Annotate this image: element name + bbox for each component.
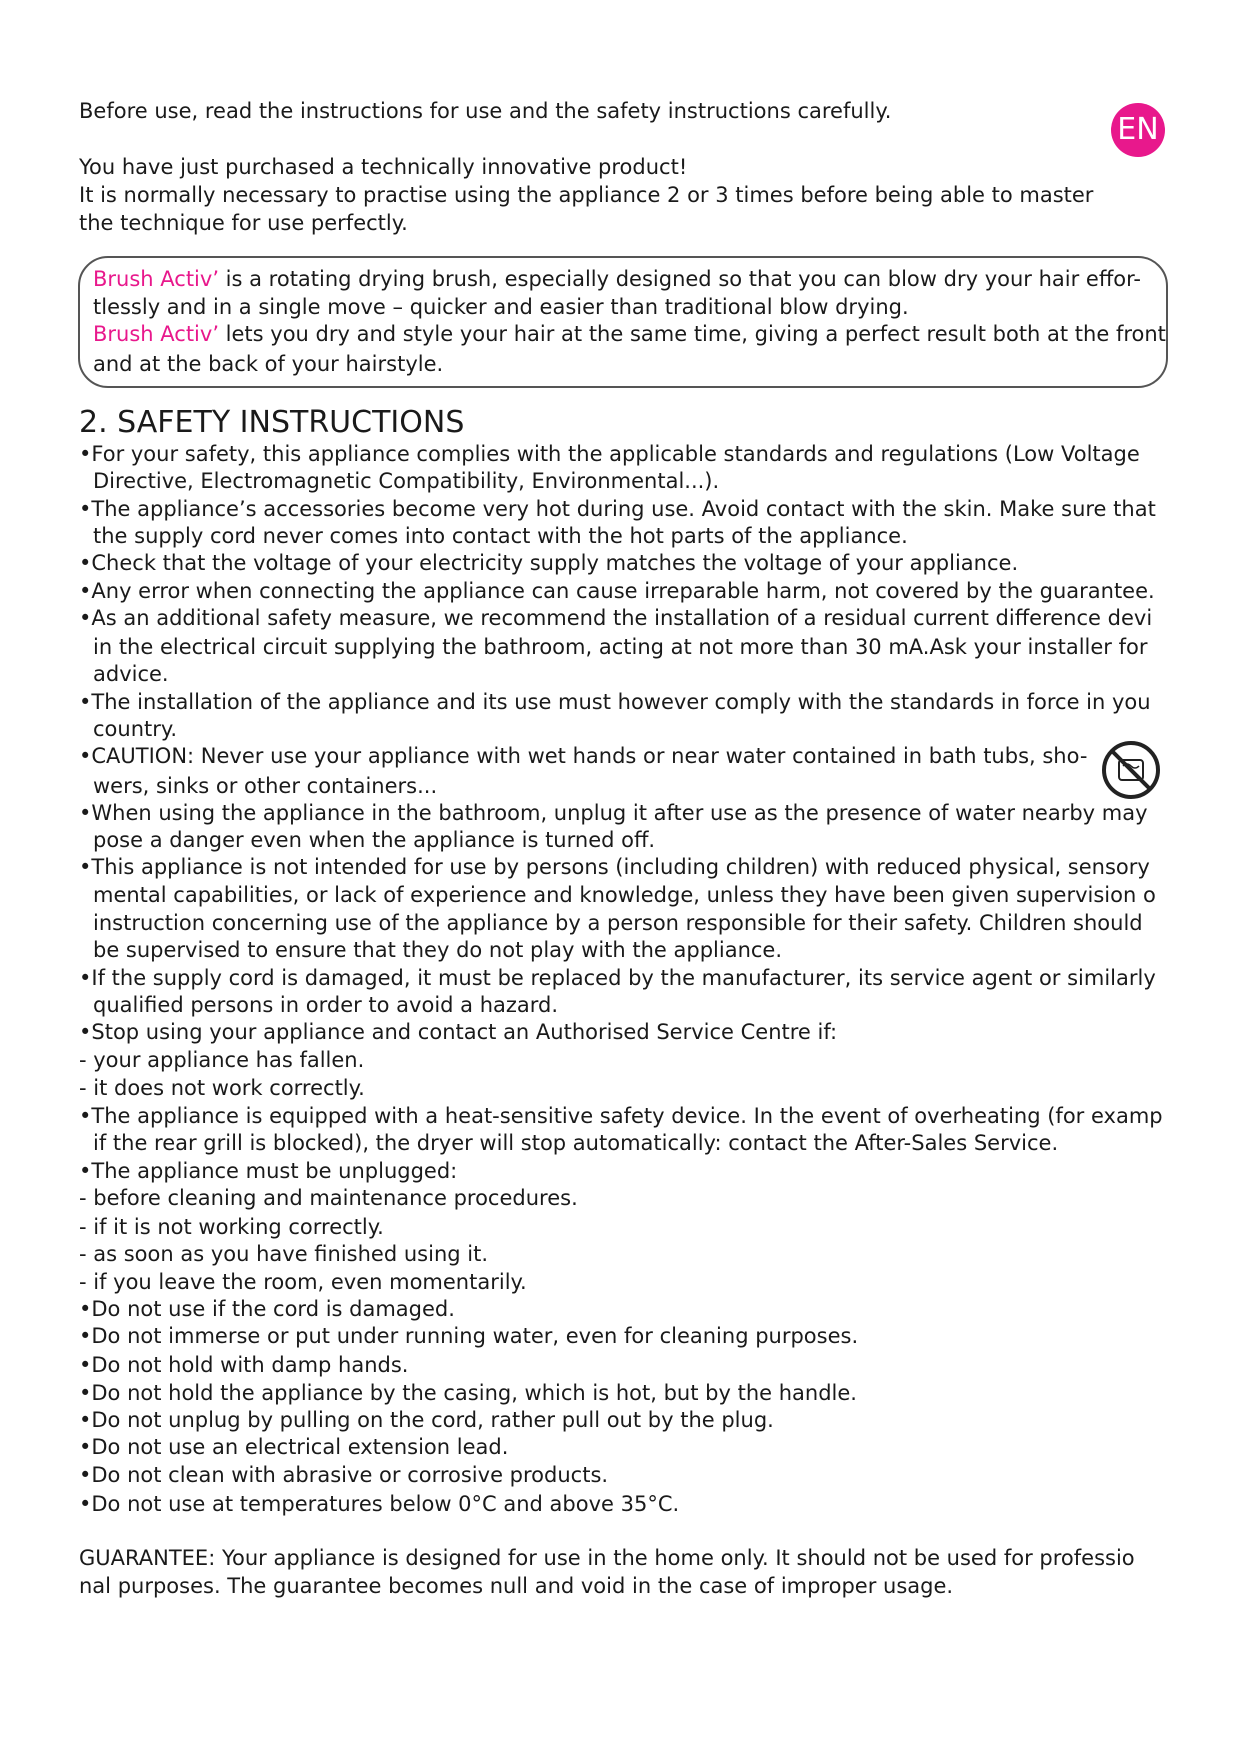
box-text: is a rotating drying brush, especially designed so that you can blow dry your hair effor- [219, 267, 1142, 291]
box-line-4: and at the back of your hairstyle. [93, 352, 444, 376]
safety-line: qualified persons in order to avoid a hazard. [93, 993, 559, 1017]
intro-purchased: You have just purchased a technically innovative product! [79, 155, 688, 179]
safety-line: be supervised to ensure that they do not play with the appliance. [93, 938, 783, 962]
no-water-warning-icon [1101, 740, 1161, 800]
safety-line: mental capabilities, or lack of experience and knowledge, unless they have been given supervision o [93, 883, 1156, 907]
safety-line: • The installation of the appliance and its use must however comply with the standards in force in you [79, 688, 1151, 716]
safety-line: • Do not hold with damp hands. [79, 1351, 408, 1379]
safety-line: • If the supply cord is damaged, it must be replaced by the manufacturer, its service agent or similarly [79, 964, 1156, 992]
guarantee-line-1: GUARANTEE: Your appliance is designed for use in the home only. It should not be used for professio [79, 1546, 1135, 1570]
safety-line: • Stop using your appliance and contact an Authorised Service Centre if: [79, 1018, 837, 1046]
safety-line: • Do not use an electrical extension lead. [79, 1433, 508, 1461]
brand-name: Brush Activ’ [93, 322, 219, 346]
safety-heading: 2. SAFETY INSTRUCTIONS [79, 405, 465, 440]
safety-line: • Do not immerse or put under running water, even for cleaning purposes. [79, 1322, 858, 1350]
box-line-2: tlessly and in a single move – quicker and easier than traditional blow drying. [93, 295, 909, 319]
safety-line: • The appliance must be unplugged: [79, 1157, 457, 1185]
safety-line: • Do not use if the cord is damaged. [79, 1295, 455, 1323]
box-text: lets you dry and style your hair at the same time, giving a perfect result both at the front [219, 322, 1166, 346]
safety-line: instruction concerning use of the appliance by a person responsible for their safety. Children should [93, 911, 1143, 935]
safety-line: - if you leave the room, even momentarily. [79, 1270, 527, 1294]
safety-line: the supply cord never comes into contact with the hot parts of the appliance. [93, 524, 908, 548]
guarantee-line-2: nal purposes. The guarantee becomes null and void in the case of improper usage. [79, 1574, 954, 1598]
safety-line: country. [93, 717, 177, 741]
safety-line: wers, sinks or other containers... [93, 774, 438, 798]
safety-line: • Do not unplug by pulling on the cord, rather pull out by the plug. [79, 1406, 774, 1434]
safety-line: • CAUTION: Never use your appliance with wet hands or near water contained in bath tubs, sho- [79, 742, 1087, 770]
safety-line: - before cleaning and maintenance procedures. [79, 1186, 578, 1210]
brand-name: Brush Activ’ [93, 267, 219, 291]
box-line-1 [93, 265, 1141, 293]
safety-line: - it does not work correctly. [79, 1076, 365, 1100]
intro-read-instructions: Before use, read the instructions for use and the safety instructions carefully. [79, 99, 892, 123]
intro-practise: It is normally necessary to practise using the appliance 2 or 3 times before being able to master [79, 183, 1094, 207]
language-badge: EN [1111, 103, 1165, 157]
safety-line: • The appliance’s accessories become very hot during use. Avoid contact with the skin. Make sure that [79, 495, 1156, 523]
safety-line: • Do not hold the appliance by the casing, which is hot, but by the handle. [79, 1379, 857, 1407]
safety-line: - as soon as you have finished using it. [79, 1242, 488, 1266]
safety-line: • As an additional safety measure, we recommend the installation of a residual current difference devi [79, 604, 1152, 632]
safety-line: in the electrical circuit supplying the bathroom, acting at not more than 30 mA.Ask your installer for [93, 635, 1148, 659]
safety-line: - your appliance has fallen. [79, 1048, 365, 1072]
safety-line: • This appliance is not intended for use by persons (including children) with reduced physical, sensory [79, 853, 1150, 881]
safety-line: • For your safety, this appliance complies with the applicable standards and regulations (Low Voltage [79, 440, 1140, 468]
intro-technique: the technique for use perfectly. [79, 211, 408, 235]
safety-line: • Do not clean with abrasive or corrosive products. [79, 1461, 608, 1489]
safety-line: - if it is not working correctly. [79, 1215, 384, 1239]
safety-line: Directive, Electromagnetic Compatibility, Environmental...). [93, 469, 720, 493]
safety-line: • Any error when connecting the appliance can cause irreparable harm, not covered by the guarantee. [79, 577, 1155, 605]
safety-line: • When using the appliance in the bathroom, unplug it after use as the presence of water nearby may [79, 799, 1148, 827]
safety-line: • Do not use at temperatures below 0°C and above 35°C. [79, 1490, 679, 1518]
box-line-3 [93, 320, 1166, 348]
safety-line: if the rear grill is blocked), the dryer will stop automatically: contact the After-Sales Service. [93, 1131, 1059, 1155]
safety-line: pose a danger even when the appliance is turned off. [93, 828, 656, 852]
safety-line: • Check that the voltage of your electricity supply matches the voltage of your appliance. [79, 549, 1018, 577]
safety-line: • The appliance is equipped with a heat-sensitive safety device. In the event of overheating (for examp [79, 1102, 1163, 1130]
safety-line: advice. [93, 662, 169, 686]
